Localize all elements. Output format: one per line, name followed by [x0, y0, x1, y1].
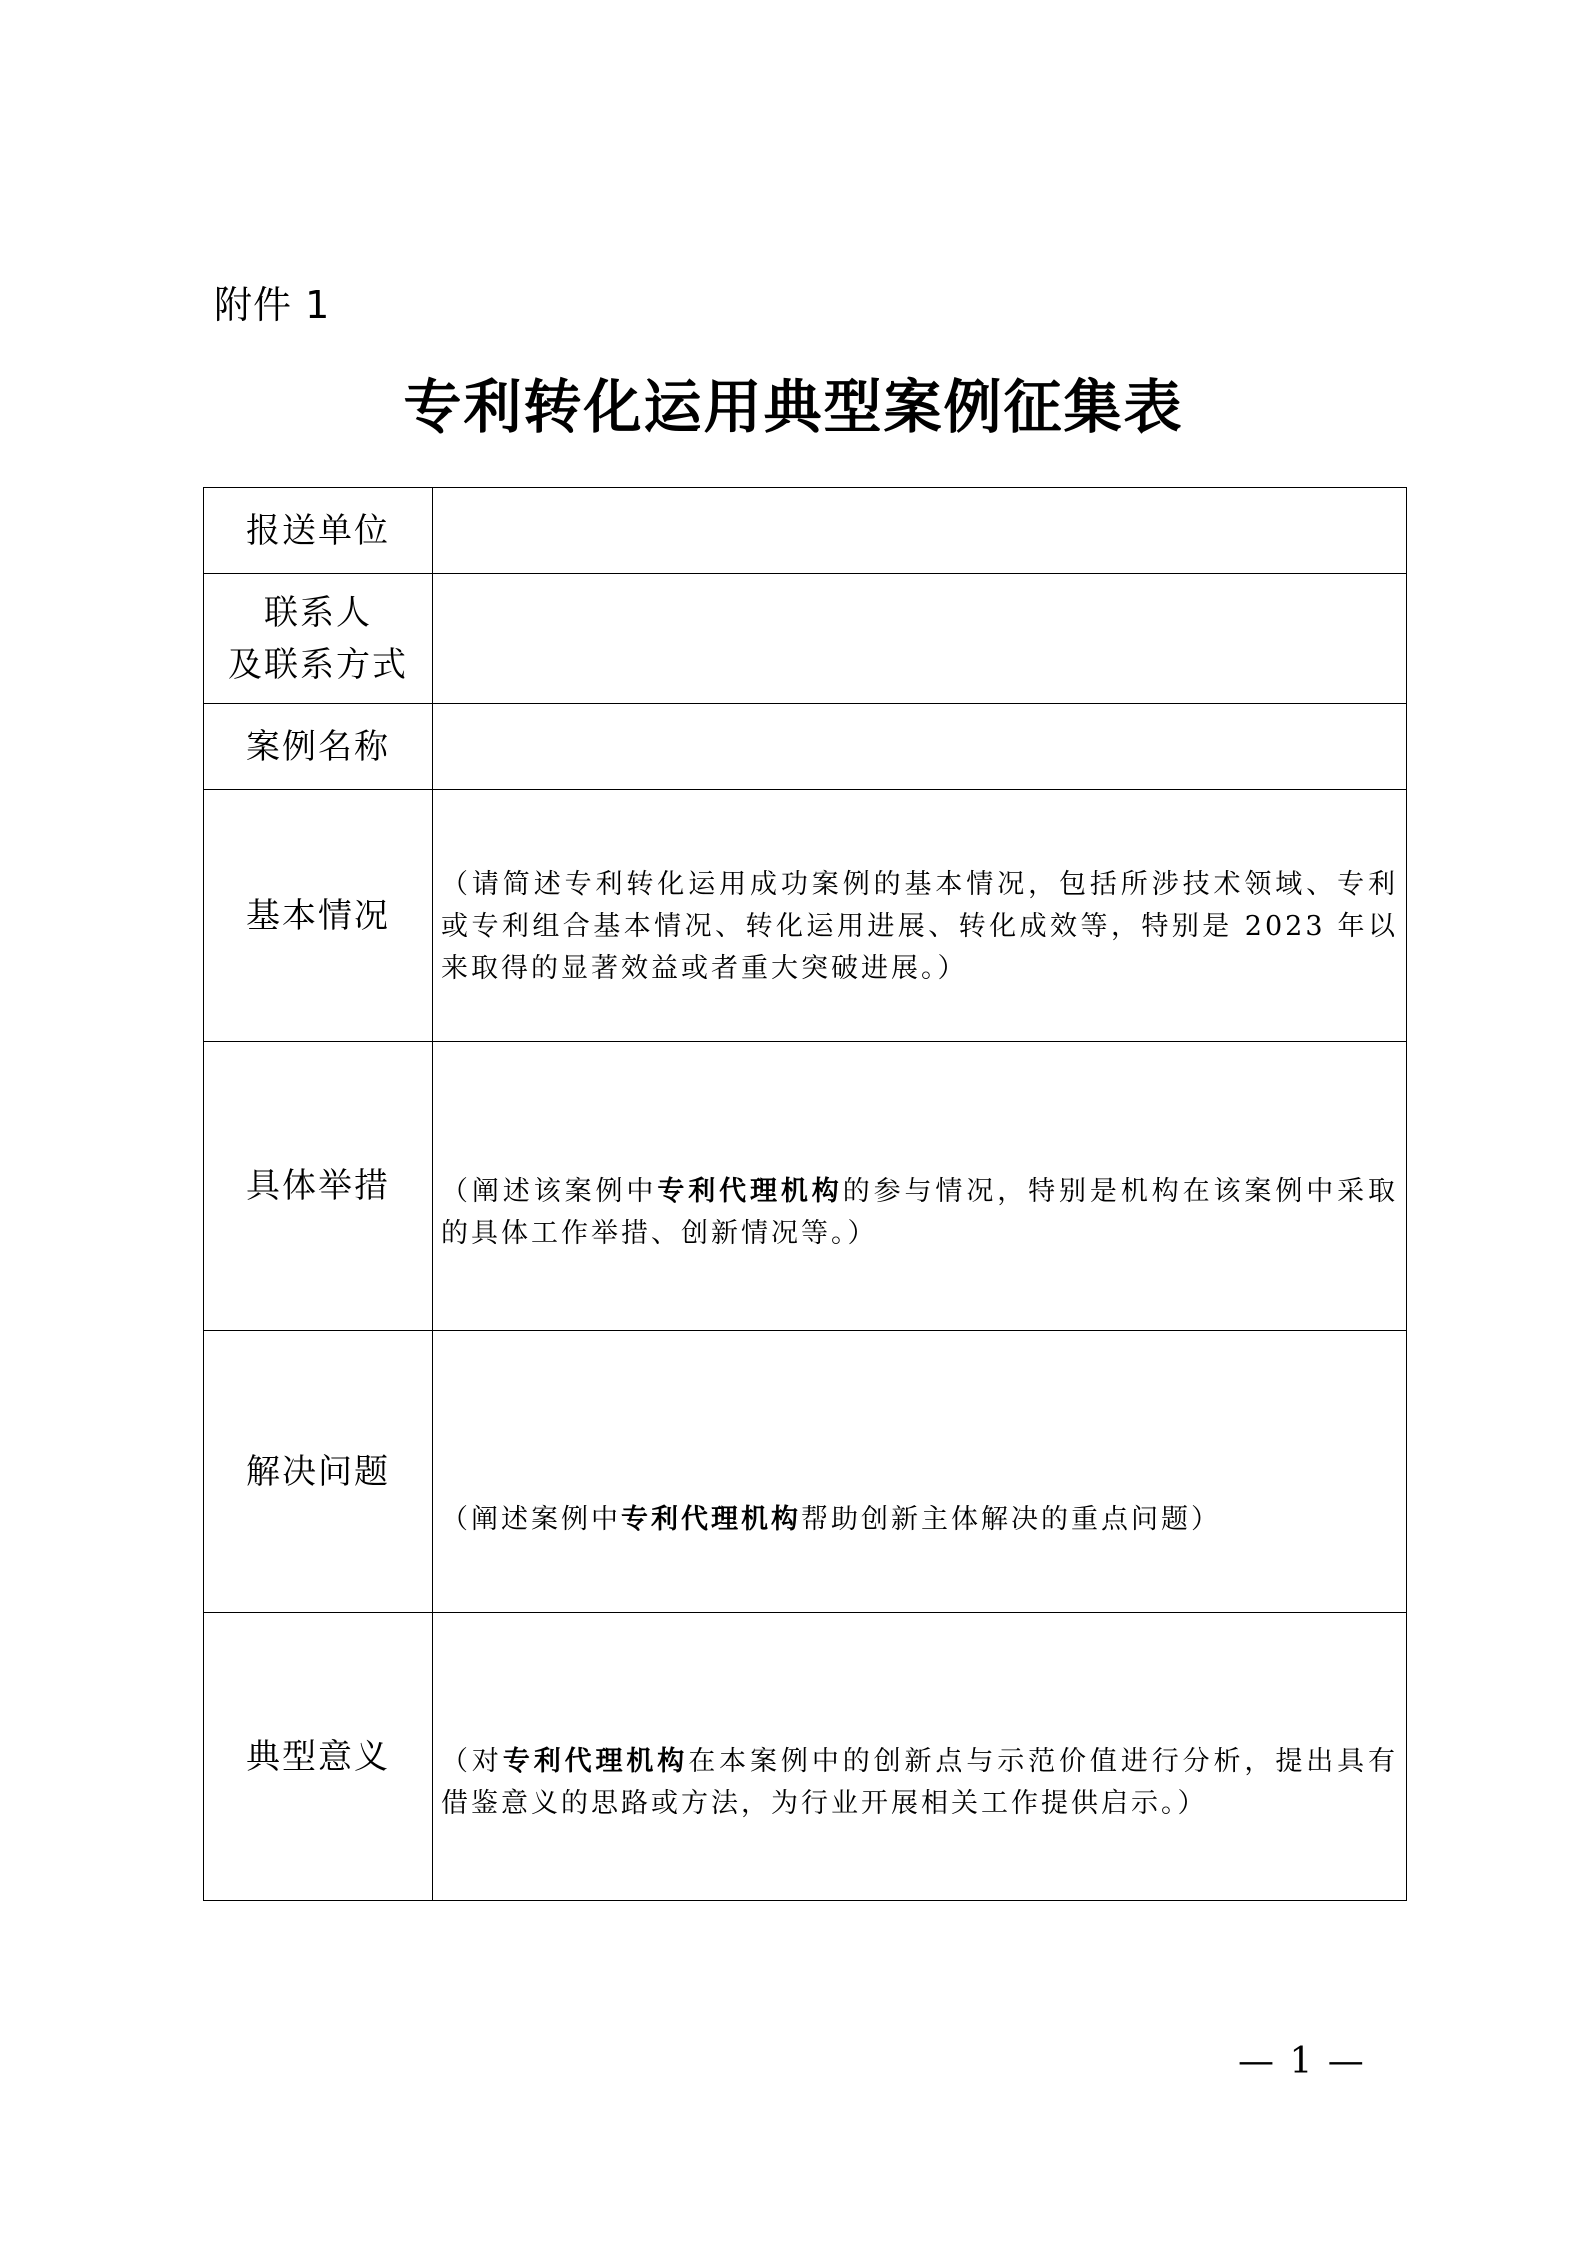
field-typical-significance[interactable] — [433, 1613, 1407, 1901]
label-contact — [204, 574, 433, 704]
case-collection-form — [203, 487, 1407, 1901]
label-contact-line-2: 及联系方式 — [228, 644, 408, 685]
form-title: 专利转化运用典型案例征集表 — [403, 373, 1184, 441]
hint-text: 在本案例中的创新点与示范价值进行分析，提出具有借鉴意义的思路或方法，为行业开展相关工作提供启示。） — [441, 1745, 1399, 1819]
label-contact-line-1: 联系人 — [264, 592, 372, 633]
label-problems-solved: 解决问题 — [204, 1331, 433, 1613]
hint-typical-significance — [433, 1689, 1406, 1825]
field-contact[interactable] — [433, 574, 1407, 704]
hint-specific-measures — [433, 1117, 1406, 1255]
label-reporting-unit: 报送单位 — [204, 488, 433, 574]
hint-emphasis: 专利代理机构 — [502, 1745, 689, 1777]
hint-problems-solved — [433, 1403, 1406, 1541]
field-basic-situation[interactable] — [433, 790, 1407, 1042]
hint-text: （阐述该案例中 — [441, 1176, 658, 1207]
hint-text: （对 — [441, 1745, 503, 1777]
field-reporting-unit[interactable] — [433, 488, 1407, 574]
label-basic-situation: 基本情况 — [204, 790, 433, 1042]
form-row-reporting-unit — [204, 488, 1407, 574]
field-case-name[interactable] — [433, 704, 1407, 790]
hint-text: （阐述案例中 — [441, 1503, 621, 1535]
form-row-typical-significance — [204, 1613, 1407, 1901]
hint-text: 的参与情况，特别是机构在该案例中采取的具体工作举措、创新情况等。） — [441, 1176, 1399, 1249]
field-problems-solved[interactable] — [433, 1331, 1407, 1613]
form-row-contact — [204, 574, 1407, 704]
page-number: — 1 — — [1238, 2041, 1366, 2082]
hint-basic-situation: （请简述专利转化运用成功案例的基本情况，包括所涉技术领域、专利或专利组合基本情况、转化运用进展、转化成效等，特别是 2023 年以来取得的显著效益或者重大突破进展。） — [441, 868, 1398, 984]
attachment-label: 附件 1 — [214, 283, 331, 327]
label-case-name: 案例名称 — [204, 704, 433, 790]
hint-emphasis: 专利代理机构 — [621, 1503, 801, 1535]
label-typical-significance: 典型意义 — [204, 1613, 433, 1901]
form-row-problems-solved — [204, 1331, 1407, 1613]
hint-emphasis: 专利代理机构 — [657, 1176, 843, 1207]
hint-text: 帮助创新主体解决的重点问题） — [801, 1503, 1221, 1535]
label-specific-measures: 具体举措 — [204, 1042, 433, 1331]
form-row-basic-situation — [204, 790, 1407, 1042]
form-row-specific-measures — [204, 1042, 1407, 1331]
field-specific-measures[interactable] — [433, 1042, 1407, 1331]
form-row-case-name — [204, 704, 1407, 790]
